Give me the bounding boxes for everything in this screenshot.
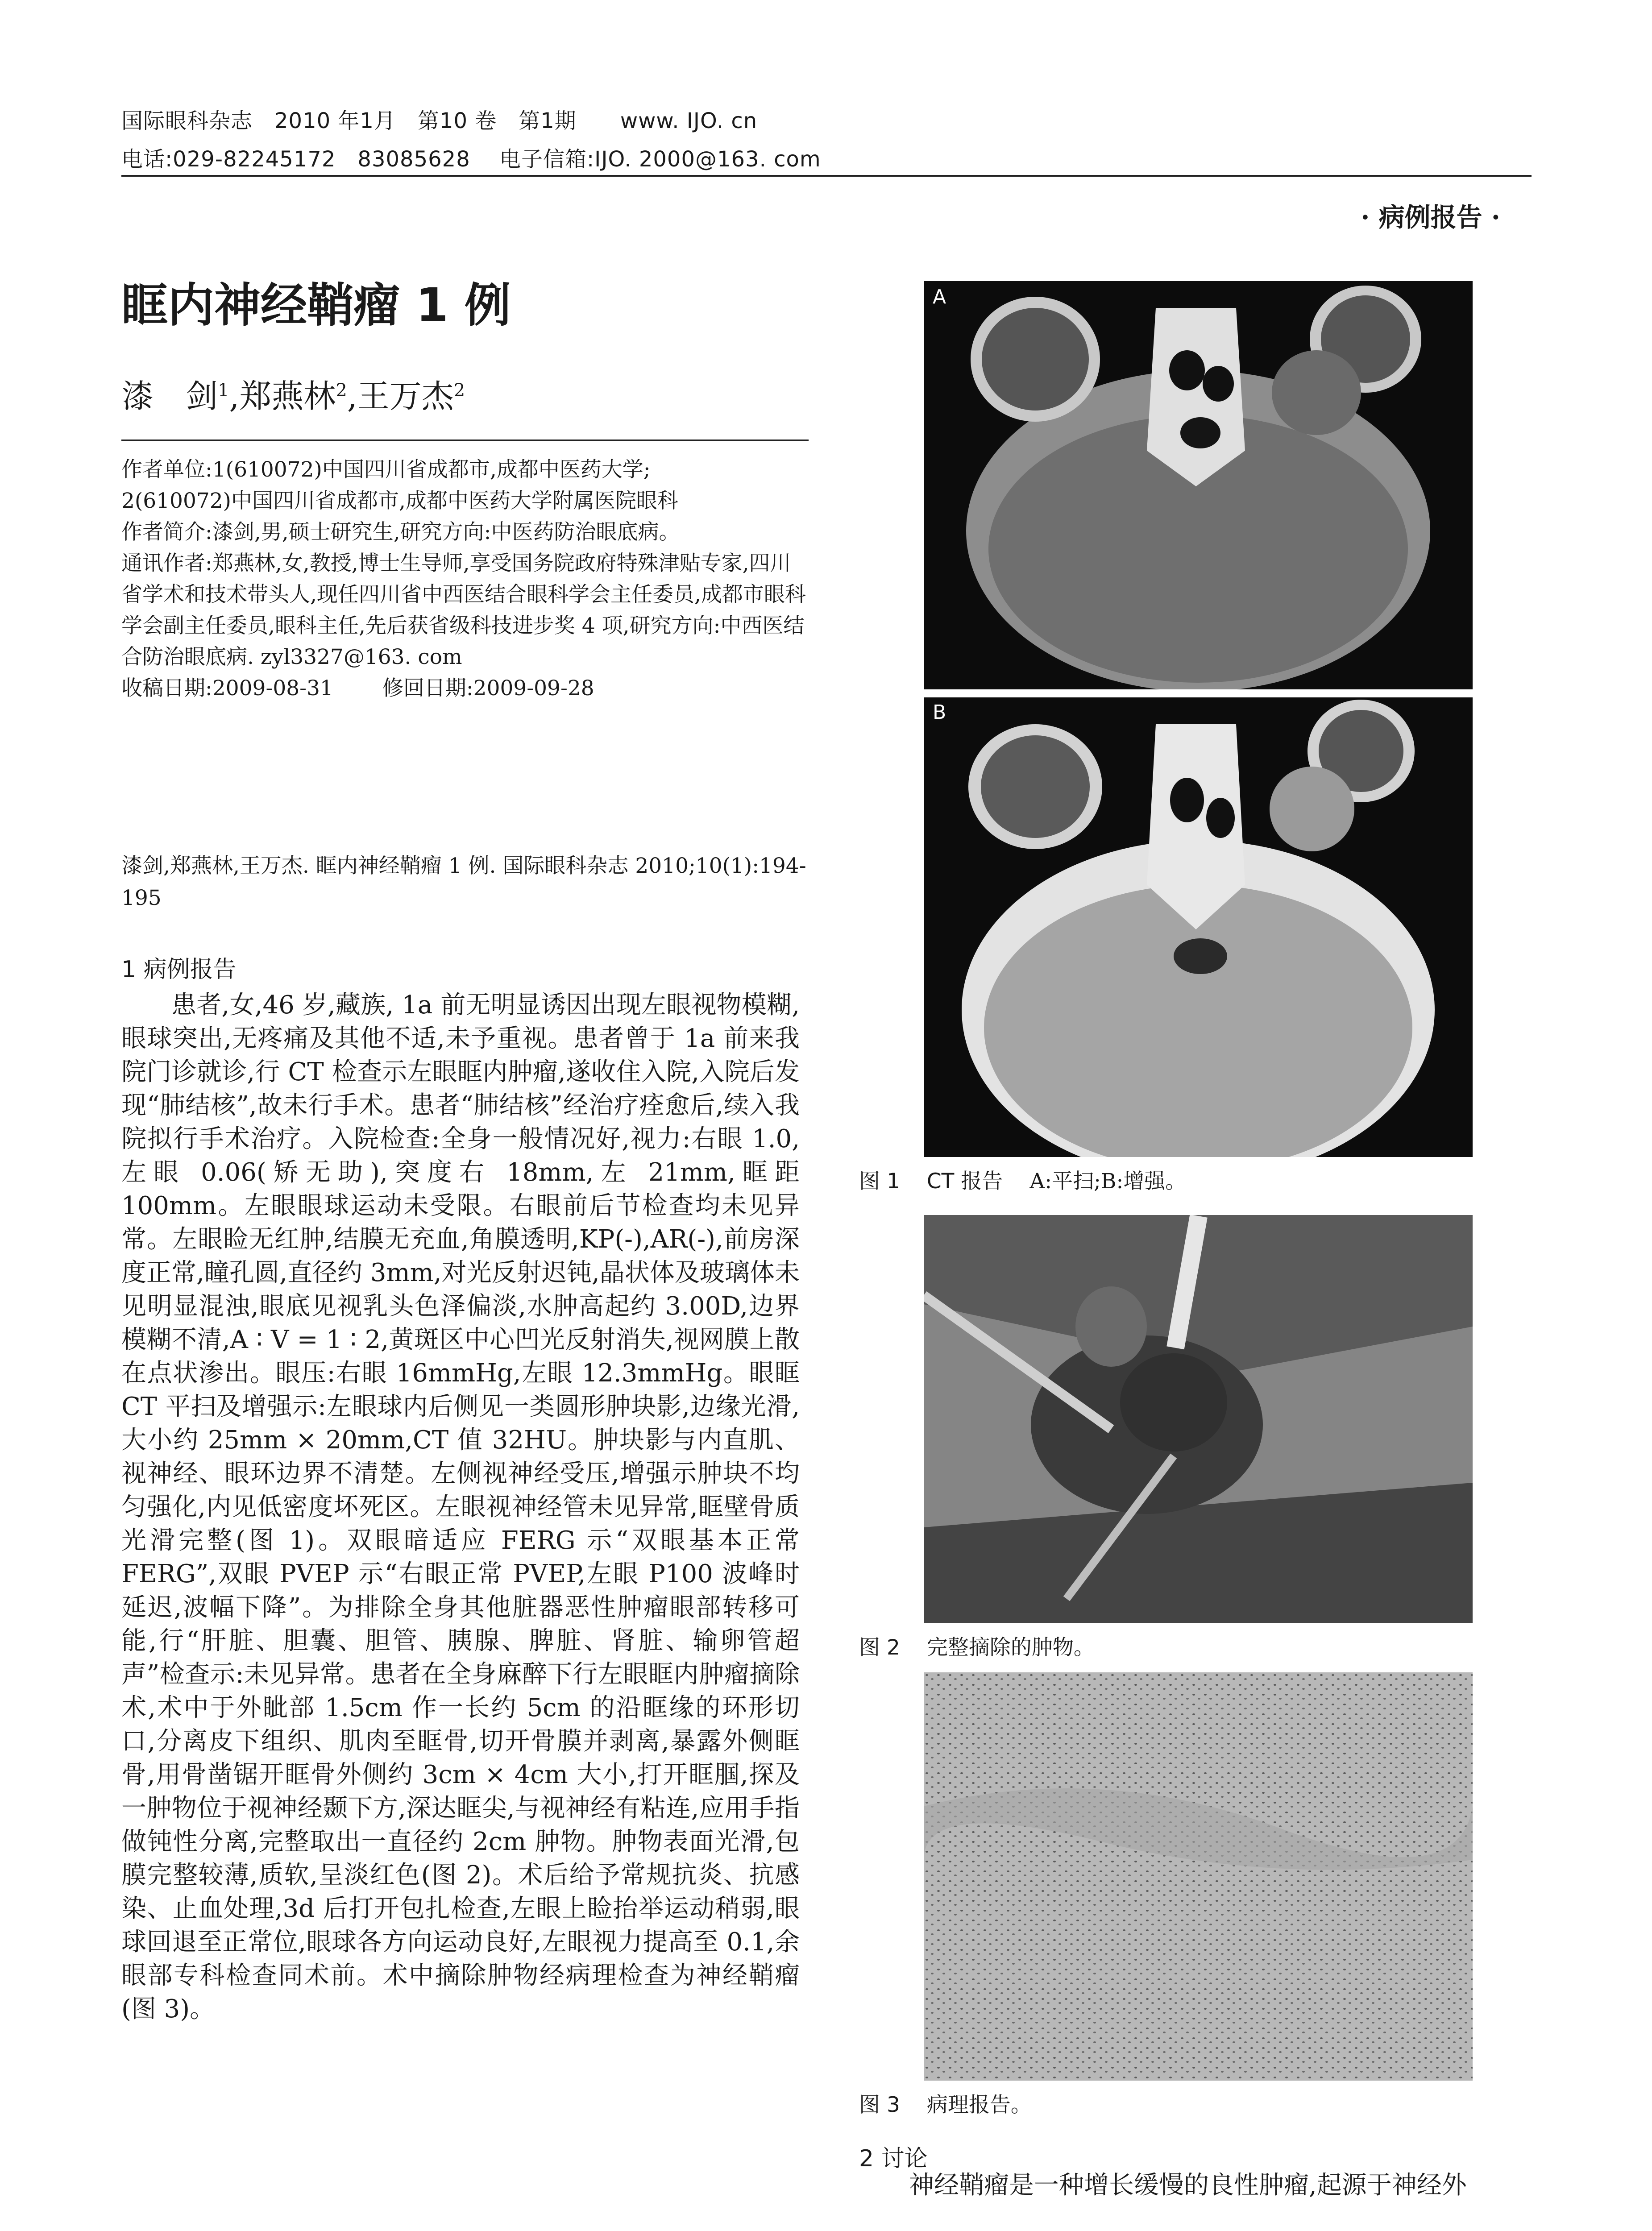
figure-3-pathology-image xyxy=(924,1672,1473,2081)
figure-3-caption xyxy=(859,2088,1032,2118)
panel-b-label: B xyxy=(933,701,946,724)
figure-2-label: 图 2 xyxy=(859,1635,900,1660)
author-separator: , xyxy=(229,377,240,415)
author-name: 漆 剑 xyxy=(121,377,218,415)
section-2-heading: 2 讨论 xyxy=(859,2145,928,2172)
panel-a-label: A xyxy=(933,286,946,308)
figure-1b-ct-image xyxy=(924,697,1473,1157)
author-rule xyxy=(121,440,809,441)
figure-1-caption xyxy=(859,1165,1186,1194)
section-1-heading: 1 病例报告 xyxy=(121,956,237,983)
article-title: 眶内神经鞘瘤 1 例 xyxy=(121,278,511,332)
article-meta xyxy=(121,454,807,704)
revised-date: 修回日期:2009-09-28 xyxy=(382,676,594,701)
author-name: 王万杰 xyxy=(357,377,454,415)
section-1-body: 患者,女,46 岁,藏族, 1a 前无明显诱因出现左眼视物模糊,眼球突出,无疼痛及其他不适,未予重视。患者曾于 1a 前来我院门诊就诊,行 CT 检查示左眼眶内肿瘤,遂收住入院,入院后发现“肺结核”,故未行手术。患者“肺结核”经治疗痊愈后,续入我院拟行手术治疗。入院检查:全身一般情况好,视力:右眼 1.0,左眼 0.06(矫无助),突度右 18mm,左 21mm,眶距 100mm。左眼眼球运动未受限。右眼前后节检查均未见异常。左眼睑无红肿,结膜无充血,角膜透明,KP(-),AR(-),前房深度正常,瞳孔圆,直径约 3mm,对光反射迟钝,晶状体及玻璃体未见明显混浊,眼底见视乳头色泽偏淡,水肿高起约 3.00D,边界模糊不清,A ∶ V = 1 ∶ 2,黄斑区中心凹光反射消失,视网膜上散在点状渗出。眼压:右眼 16mmHg,左眼 12.3mmHg。眼眶 CT 平扫及增强示:左眼球内后侧见一类圆形肿块影,边缘光滑,大小约 25mm × 20mm,CT 值 32HU。肿块影与内直肌、视神经、眼环边界不清楚。左侧视神经受压,增强示肿块不均匀强化,内见低密度坏死区。左眼视神经管未见异常,眶壁骨质光滑完整(图 1)。双眼暗适应 FERG 示“双眼基本正常 FERG”,双眼 PVEP 示“右眼正常 PVEP,左眼 P100 波峰时延迟,波幅下降”。为排除全身其他脏器恶性肿瘤眼部转移可能,行“肝脏、胆囊、胆管、胰腺、脾脏、肾脏、输卵管超声”检查示:未见异常。患者在全身麻醉下行左眼眶内肿瘤摘除术,术中于外眦部 1.5cm 作一长约 5cm 的沿眶缘的环形切口,分离皮下组织、肌肉至眶骨,切开骨膜并剥离,暴露外侧眶骨,用骨凿锯开眶骨外侧约 3cm × 4cm 大小,打开眶腘,探及一肿物位于视神经颞下方,深达眶尖,与视神经有粘连,应用手指做钝性分离,完整取出一直径约 2cm 肿物。肿物表面光滑,包膜完整较薄,质软,呈淡红色(图 2)。术后给予常规抗炎、抗感染、止血处理,3d 后打开包扎检查,左眼上睑抬举运动稍弱,眼球回退至正常位,眼球各方向运动良好,左眼视力提高至 0.1,余眼部专科检查同术前。术中摘除肿物经病理检查为神经鞘瘤(图 3)。 xyxy=(121,991,800,2024)
affiliation-1: 作者单位:1(610072)中国四川省成都市,成都中医药大学; xyxy=(121,457,651,482)
author-list xyxy=(121,370,465,417)
figure-2-caption xyxy=(859,1631,1095,1661)
section-2-body: 神经鞘瘤是一种增长缓慢的良性肿瘤,起源于神经外 xyxy=(909,2171,1467,2200)
header-rule xyxy=(121,175,1532,177)
figure-1-title: CT 报告 xyxy=(926,1169,1003,1194)
citation: 漆剑,郑燕林,王万杰. 眶内神经鞘瘤 1 例. 国际眼科杂志 2010;10(1):194-195 xyxy=(121,854,806,910)
figure-1a-ct-image xyxy=(924,281,1473,689)
figure-2-surgery-photo xyxy=(924,1215,1473,1623)
received-date: 收稿日期:2009-08-31 xyxy=(121,676,333,701)
figure-1-label: 图 1 xyxy=(859,1169,900,1194)
author-affiliation-mark: 2 xyxy=(336,380,347,401)
section-label: · 病例报告 · xyxy=(1361,202,1500,232)
author-affiliation-mark: 2 xyxy=(453,380,465,401)
figure-3-title: 病理报告。 xyxy=(926,2093,1032,2117)
journal-header-line1: 国际眼科杂志 2010 年1月 第10 卷 第1期 www. IJO. cn xyxy=(121,108,758,133)
author-name: 郑燕林 xyxy=(239,377,336,415)
correspondence: 通讯作者:郑燕林,女,教授,博士生导师,享受国务院政府特殊津贴专家,四川省学术和技术带头人,现任四川省中西医结合眼科学会主任委员,成都市眼科学会副主任委员,眼科主任,先后获省级科技进步奖 4 项,研究方向:中西医结合防治眼底病. zyl3327@163. com xyxy=(121,551,806,669)
figure-2-title: 完整摘除的肿物。 xyxy=(926,1635,1095,1660)
author-separator: , xyxy=(347,377,357,415)
author-bio: 作者简介:漆剑,男,硕士研究生,研究方向:中医药防治眼底病。 xyxy=(121,520,680,544)
journal-header-line2: 电话:029-82245172 83085628 电子信箱:IJO. 2000@163. com xyxy=(121,147,821,172)
affiliation-2: 2(610072)中国四川省成都市,成都中医药大学附属医院眼科 xyxy=(121,489,678,513)
author-affiliation-mark: 1 xyxy=(218,380,229,401)
figure-3-label: 图 3 xyxy=(859,2093,900,2117)
figure-1-detail: A:平扫;B:增强。 xyxy=(1029,1169,1187,1194)
dates xyxy=(121,673,807,704)
